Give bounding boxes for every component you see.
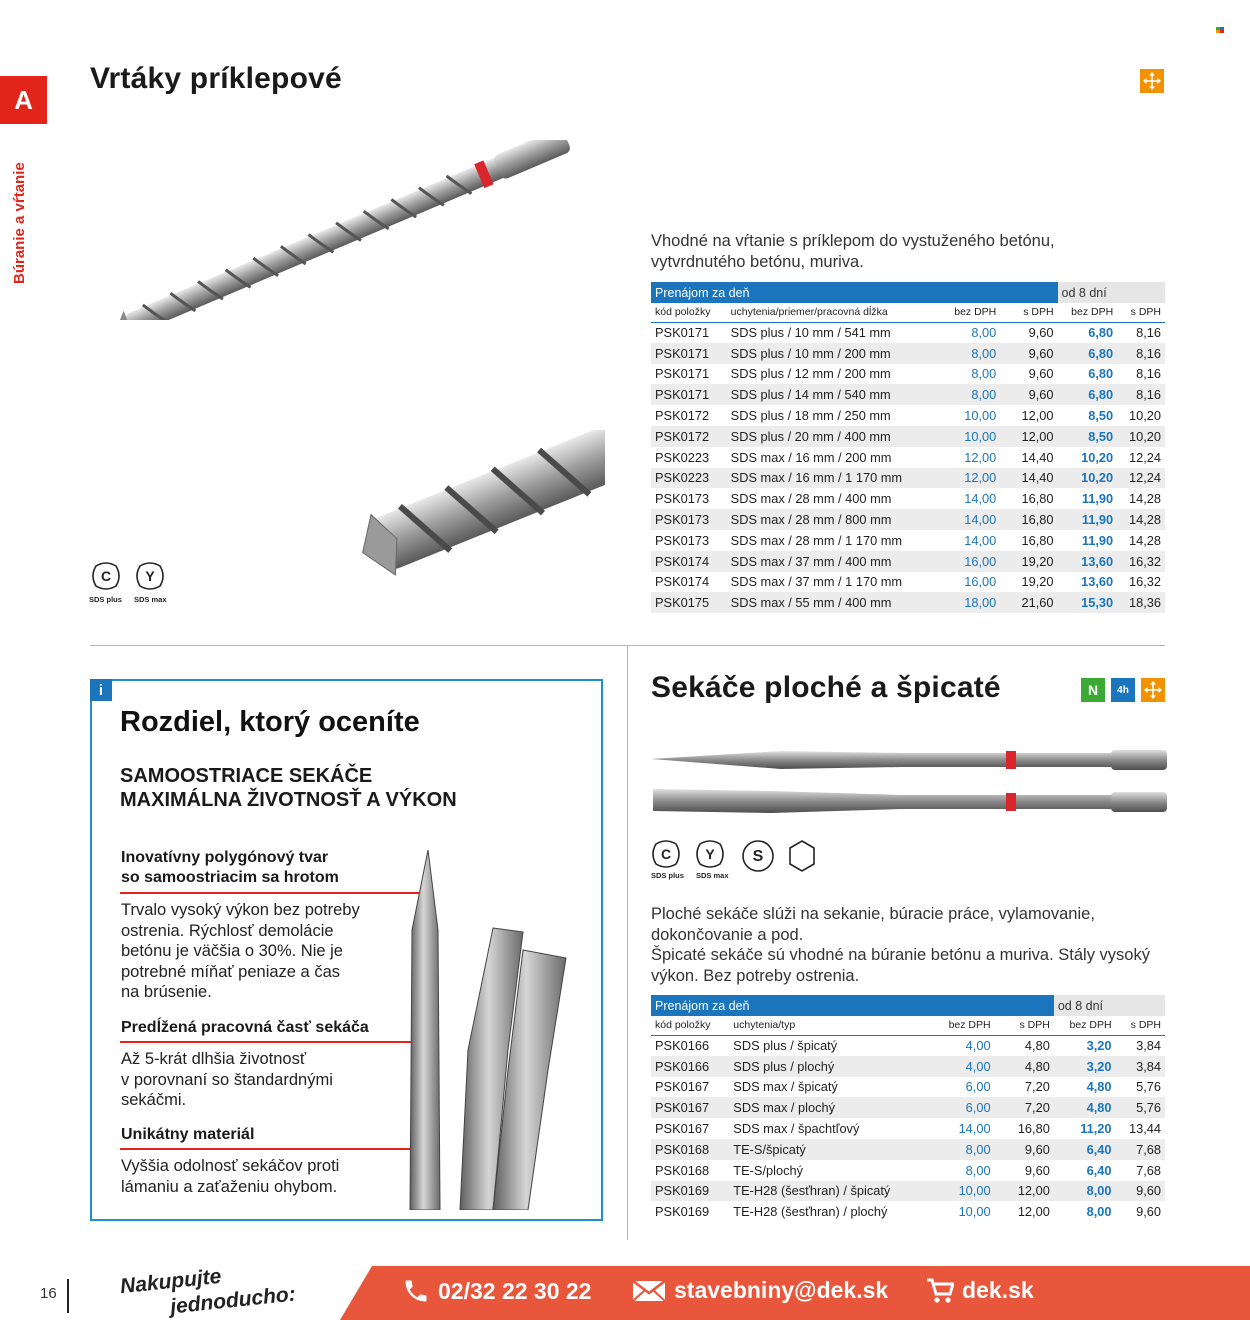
spacer-cell [995, 1118, 1005, 1139]
rent-label: Prenájom za deň [651, 282, 1058, 303]
spec-cell: SDS max / špicatý [733, 1079, 838, 1095]
drill-tip-closeup-image [345, 430, 605, 580]
table-row [651, 1160, 1165, 1181]
sds-shank-icons [90, 560, 172, 594]
section-title-drills: Vrtáky príklepové [90, 62, 342, 95]
spec-cell: TE-S/plochý [733, 1162, 803, 1178]
code-cell: PSK0223 [651, 468, 727, 489]
table-row [651, 322, 1165, 343]
spec-cell: SDS max / 16 mm / 1 170 mm [727, 468, 941, 489]
price-bez-dph: 12,00 [964, 449, 997, 465]
info-subtitle-line1: SAMOOSTRIACE SEKÁČE [120, 765, 373, 787]
code-cell: PSK0172 [651, 426, 727, 447]
col-s-dph-8: s DPH [1116, 1016, 1165, 1035]
chisels-description [651, 904, 1161, 986]
table-row [651, 1118, 1165, 1139]
price-bez-dph-8: 6,80 [1058, 343, 1118, 364]
col-spec: uchytenia/priemer/pracovná dĺžka [727, 303, 941, 322]
col-s-dph: s DPH [995, 1016, 1054, 1035]
section-title-chisels: Sekáče ploché a špicaté [651, 671, 1001, 704]
price-bez-dph: 16,00 [941, 551, 1001, 572]
price-s-dph: 9,60 [1010, 384, 1058, 405]
price-bez-dph-8: 13,60 [1058, 551, 1118, 572]
price-s-dph: 12,00 [1010, 426, 1058, 447]
price-s-dph-8: 5,76 [1116, 1097, 1165, 1118]
price-s-dph-8: 3,84 [1136, 1038, 1161, 1054]
price-bez-dph-8: 11,20 [1080, 1121, 1112, 1137]
spec-cell: SDS plus / 14 mm / 540 mm [727, 384, 941, 405]
table-row [651, 364, 1165, 385]
price-s-dph-8: 14,28 [1128, 532, 1161, 548]
spec-cell: SDS plus / plochý [729, 1056, 933, 1077]
svg-text:S: S [752, 848, 764, 865]
price-s-dph: 7,20 [1004, 1097, 1053, 1118]
price-s-dph: 4,80 [1024, 1038, 1050, 1054]
text-line: Ploché sekáče slúži na sekanie, búracie práce, vylamovanie, [651, 905, 1095, 923]
page-divider [67, 1279, 69, 1313]
page-number: 16 [40, 1285, 57, 1302]
footer-email[interactable] [632, 1277, 888, 1304]
feature-2-text [121, 1049, 333, 1111]
price-s-dph-8: 5,76 [1136, 1079, 1161, 1095]
price-s-dph: 16,80 [1010, 509, 1058, 530]
chisels-image [651, 745, 1167, 817]
price-bez-dph-8: 6,80 [1058, 384, 1118, 405]
price-bez-dph-8: 4,80 [1086, 1079, 1112, 1095]
spec-cell: SDS max / špachtľový [733, 1121, 860, 1137]
spec-cell: SDS plus / 20 mm / 400 mm [727, 426, 941, 447]
spacer-cell [1000, 364, 1010, 385]
code-cell: PSK0172 [655, 408, 710, 424]
col-s-dph-8: s DPH [1117, 303, 1165, 322]
price-s-dph-8: 9,60 [1136, 1204, 1161, 1220]
price-s-dph-8: 8,16 [1117, 384, 1165, 405]
price-s-dph-8: 13,44 [1128, 1121, 1161, 1137]
price-s-dph-8: 16,32 [1128, 574, 1161, 590]
spec-cell: SDS plus / 18 mm / 250 mm [730, 408, 891, 424]
spacer-cell [1000, 322, 1010, 343]
spacer-cell [1000, 447, 1010, 468]
chapter-tab: A [0, 76, 47, 124]
price-bez-dph: 10,00 [933, 1181, 995, 1202]
feature-1-text [121, 900, 360, 1003]
price-bez-dph-8: 11,90 [1058, 509, 1118, 530]
price-s-dph: 9,60 [1028, 325, 1054, 341]
feature-1-heading-line1: Inovatívny polygónový tvar [121, 849, 329, 866]
footer-phone[interactable] [402, 1277, 591, 1305]
price-s-dph: 12,00 [1017, 1204, 1050, 1220]
text-line: výkon. Bez potreby ostrenia. [651, 966, 860, 985]
spacer-cell [995, 1056, 1005, 1077]
code-cell: PSK0166 [655, 1038, 710, 1054]
price-bez-dph-8: 8,00 [1054, 1181, 1116, 1202]
table-row [651, 551, 1165, 572]
price-s-dph-8: 10,20 [1117, 426, 1165, 447]
info-icon: i [90, 679, 112, 701]
code-cell: PSK0167 [655, 1121, 710, 1137]
price-s-dph: 14,40 [1021, 449, 1054, 465]
spacer-cell [1000, 530, 1010, 551]
spacer-cell [1000, 592, 1010, 613]
spacer-cell [1000, 405, 1010, 426]
price-s-dph: 9,60 [1004, 1139, 1053, 1160]
spec-cell: SDS max / 37 mm / 1 170 mm [730, 574, 903, 590]
price-bez-dph: 8,00 [971, 325, 997, 341]
info-subtitle-line2: MAXIMÁLNA ŽIVOTNOSŤ A VÝKON [120, 789, 457, 811]
price-bez-dph: 14,00 [964, 532, 997, 548]
price-bez-dph: 14,00 [941, 509, 1001, 530]
col-code: kód položky [651, 1016, 729, 1035]
price-s-dph-8: 8,16 [1136, 366, 1161, 382]
price-s-dph: 19,20 [1021, 574, 1054, 590]
table-row [651, 592, 1165, 613]
code-cell: PSK0169 [651, 1181, 729, 1202]
spec-cell: SDS plus / 12 mm / 200 mm [730, 366, 891, 382]
price-bez-dph: 10,00 [964, 408, 997, 424]
spacer-cell [995, 1139, 1005, 1160]
phone-number[interactable]: 02/32 22 30 22 [438, 1277, 592, 1304]
price-bez-dph: 12,00 [941, 468, 1001, 489]
table-row [651, 1035, 1165, 1056]
price-s-dph: 7,20 [1024, 1079, 1050, 1095]
price-s-dph-8: 8,16 [1117, 343, 1165, 364]
price-bez-dph-8: 8,50 [1088, 408, 1114, 424]
table-row [651, 1097, 1165, 1118]
price-bez-dph-8: 8,00 [1086, 1204, 1112, 1220]
table-row [651, 572, 1165, 593]
chisels-price-table [651, 995, 1165, 1222]
price-s-dph: 16,80 [1021, 532, 1054, 548]
table-row [651, 426, 1165, 447]
code-cell: PSK0173 [655, 532, 710, 548]
days-label: od 8 dní [1054, 995, 1165, 1016]
price-bez-dph-8: 13,60 [1081, 574, 1114, 590]
table-row [651, 405, 1165, 426]
code-cell: PSK0171 [651, 384, 727, 405]
spacer-cell [1000, 468, 1010, 489]
text-line: dokončovanie a pod. [651, 925, 804, 944]
feature-1-heading [121, 848, 339, 888]
price-bez-dph: 8,00 [941, 343, 1001, 364]
feature-2-heading [121, 1018, 369, 1038]
price-bez-dph-8: 6,40 [1086, 1162, 1112, 1178]
price-bez-dph-8: 4,80 [1054, 1097, 1116, 1118]
table-row [651, 343, 1165, 364]
code-cell: PSK0167 [655, 1079, 710, 1095]
table-row [651, 447, 1165, 468]
move-arrows-icon [1140, 69, 1164, 93]
website-link[interactable]: dek.sk [962, 1277, 1034, 1303]
envelope-icon [632, 1279, 666, 1303]
spacer-cell [1000, 384, 1010, 405]
text-line: Až 5-krát dlhšia životnosť [121, 1050, 307, 1068]
table-row [651, 1181, 1165, 1202]
slogan-line2: jednoducho: [169, 1282, 297, 1319]
code-cell: PSK0174 [655, 574, 710, 590]
spec-cell: SDS max / 28 mm / 400 mm [730, 491, 892, 507]
price-s-dph: 9,60 [1028, 366, 1054, 382]
spacer-cell [995, 1077, 1005, 1098]
col-code: kód položky [651, 303, 727, 322]
shopping-cart-icon [926, 1278, 954, 1304]
price-s-dph-8: 14,28 [1117, 509, 1165, 530]
column-divider [627, 645, 628, 1240]
table-row [651, 1139, 1165, 1160]
spacer-cell [1000, 343, 1010, 364]
feature-3-heading [121, 1125, 254, 1145]
4h-badge: 4h [1111, 678, 1135, 702]
svg-text:Y: Y [145, 568, 155, 584]
move-arrows-icon [1141, 678, 1165, 702]
slogan-line1: Nakupujte [119, 1264, 223, 1299]
price-s-dph-8: 9,60 [1116, 1181, 1165, 1202]
price-s-dph: 4,80 [1004, 1056, 1053, 1077]
spec-cell: TE-H28 (šesťhran) / plochý [733, 1204, 888, 1220]
new-badge: N [1081, 678, 1105, 702]
text-line: ostrenia. Rýchlosť demolácie [121, 921, 334, 940]
table-row [651, 530, 1165, 551]
price-s-dph-8: 18,36 [1117, 592, 1165, 613]
code-cell: PSK0173 [655, 491, 710, 507]
info-title: Rozdiel, ktorý oceníte [120, 706, 420, 738]
text-line: v porovnaní so štandardnými [121, 1070, 333, 1089]
feature-2-underline [120, 1041, 430, 1043]
sds-plus-label: SDS plus [651, 871, 684, 880]
feature-3-underline [120, 1148, 430, 1150]
price-bez-dph-8: 3,20 [1054, 1056, 1116, 1077]
price-s-dph: 16,80 [1017, 1121, 1050, 1137]
price-s-dph: 9,60 [1024, 1162, 1050, 1178]
spec-cell: SDS plus / 10 mm / 541 mm [730, 325, 891, 341]
price-bez-dph: 18,00 [941, 592, 1001, 613]
spacer-cell [995, 1035, 1005, 1056]
spacer-cell [995, 1181, 1005, 1202]
feature-2-heading-line1: Predĺžená pracovná časť sekáča [121, 1019, 369, 1036]
price-s-dph: 16,80 [1021, 491, 1054, 507]
spacer-cell [1000, 572, 1010, 593]
price-s-dph-8: 10,20 [1128, 408, 1161, 424]
col-spec: uchytenia/typ [729, 1016, 933, 1035]
chapter-label: Búranie a vŕtanie [11, 162, 28, 284]
price-bez-dph: 14,00 [964, 491, 997, 507]
price-s-dph: 21,60 [1010, 592, 1058, 613]
spec-cell: TE-H28 (šesťhran) / špicatý [729, 1181, 933, 1202]
price-bez-dph-8: 11,90 [1081, 491, 1114, 507]
text-line: Špicaté sekáče sú vhodné na búranie betónu a muriva. Stály vysoký [651, 946, 1150, 964]
spacer-cell [1000, 426, 1010, 447]
price-s-dph-8: 12,24 [1117, 468, 1165, 489]
spec-cell: SDS plus / špicatý [733, 1038, 838, 1054]
price-bez-dph: 8,00 [965, 1162, 991, 1178]
col-bez-dph-8: bez DPH [1054, 1016, 1116, 1035]
code-cell: PSK0174 [651, 551, 727, 572]
price-s-dph: 14,40 [1010, 468, 1058, 489]
price-bez-dph-8: 6,40 [1054, 1139, 1116, 1160]
col-bez-dph: bez DPH [933, 1016, 995, 1035]
price-bez-dph: 10,00 [958, 1204, 991, 1220]
price-s-dph: 12,00 [1021, 408, 1054, 424]
sds-max-label: SDS max [134, 595, 167, 604]
spacer-cell [995, 1201, 1005, 1222]
price-bez-dph-8: 10,20 [1058, 468, 1118, 489]
drill-bit-image [90, 140, 610, 320]
code-cell: PSK0173 [651, 509, 727, 530]
table-row [651, 1056, 1165, 1077]
table-row [651, 1201, 1165, 1222]
text-line: na brúsenie. [121, 983, 212, 1001]
spec-cell: SDS plus / 10 mm / 200 mm [727, 343, 941, 364]
drills-price-table [651, 282, 1165, 613]
code-cell: PSK0175 [651, 592, 727, 613]
table-row [651, 488, 1165, 509]
footer-web[interactable] [926, 1277, 1034, 1304]
price-s-dph: 12,00 [1004, 1181, 1053, 1202]
spec-cell: SDS max / 28 mm / 1 170 mm [730, 532, 903, 548]
price-bez-dph: 10,00 [941, 426, 1001, 447]
code-cell: PSK0168 [651, 1139, 729, 1160]
feature-1-heading-line2: so samoostriacim sa hrotom [121, 869, 339, 886]
days-label: od 8 dní [1058, 282, 1165, 303]
text-line: potrebné míňať peniaze a čas [121, 962, 340, 981]
price-bez-dph-8: 11,90 [1081, 532, 1114, 548]
phone-icon [402, 1277, 430, 1305]
spacer-cell [1000, 509, 1010, 530]
spacer-cell [995, 1160, 1005, 1181]
spec-cell: SDS max / 28 mm / 800 mm [727, 509, 941, 530]
text-line: Trvalo vysoký výkon bez potreby [121, 901, 360, 919]
table-row [651, 1077, 1165, 1098]
code-cell: PSK0166 [651, 1056, 729, 1077]
spec-cell: SDS max / 55 mm / 400 mm [727, 592, 941, 613]
col-bez-dph-8: bez DPH [1058, 303, 1118, 322]
price-bez-dph: 4,00 [965, 1038, 991, 1054]
price-s-dph-8: 7,68 [1116, 1139, 1165, 1160]
sds-plus-label: SDS plus [89, 595, 122, 604]
code-cell: PSK0171 [655, 366, 710, 382]
price-bez-dph-8: 3,20 [1086, 1038, 1112, 1054]
feature-1-underline [120, 892, 430, 894]
svg-text:C: C [660, 846, 672, 862]
col-bez-dph: bez DPH [941, 303, 1001, 322]
text-line: betónu je väčšia o 30%. Nie je [121, 942, 343, 960]
spec-cell: SDS max / plochý [729, 1097, 933, 1118]
code-cell: PSK0223 [655, 449, 710, 465]
spec-cell: SDS max / 37 mm / 400 mm [727, 551, 941, 572]
code-cell: PSK0169 [655, 1204, 710, 1220]
text-line: sekáčmi. [121, 1091, 187, 1109]
info-subtitle [120, 764, 457, 812]
price-bez-dph: 4,00 [933, 1056, 995, 1077]
price-bez-dph: 6,00 [933, 1097, 995, 1118]
price-bez-dph: 6,00 [965, 1079, 991, 1095]
table-row [651, 509, 1165, 530]
price-bez-dph-8: 8,50 [1058, 426, 1118, 447]
email-address[interactable]: stavebniny@dek.sk [674, 1277, 889, 1303]
price-bez-dph: 16,00 [964, 574, 997, 590]
corner-print-mark [1216, 27, 1225, 33]
price-s-dph-8: 7,68 [1136, 1162, 1161, 1178]
spec-cell: TE-S/špicatý [729, 1139, 933, 1160]
price-s-dph-8: 16,32 [1117, 551, 1165, 572]
code-cell: PSK0167 [651, 1097, 729, 1118]
price-bez-dph: 8,00 [941, 384, 1001, 405]
price-s-dph-8: 8,16 [1136, 325, 1161, 341]
price-s-dph: 9,60 [1010, 343, 1058, 364]
sds-max-label: SDS max [696, 871, 729, 880]
rent-label: Prenájom za deň [651, 995, 1054, 1016]
price-bez-dph-8: 15,30 [1058, 592, 1118, 613]
spec-cell: SDS max / 16 mm / 200 mm [730, 449, 892, 465]
feature-3-heading-line1: Unikátny materiál [121, 1126, 255, 1143]
price-bez-dph: 8,00 [971, 366, 997, 382]
price-bez-dph-8: 6,80 [1088, 325, 1114, 341]
spacer-cell [995, 1097, 1005, 1118]
price-bez-dph: 8,00 [933, 1139, 995, 1160]
code-cell: PSK0171 [655, 325, 710, 341]
svg-text:C: C [100, 568, 112, 584]
price-s-dph-8: 14,28 [1128, 491, 1161, 507]
chisels-illustration [398, 850, 573, 1210]
spacer-cell [1000, 551, 1010, 572]
spacer-cell [1000, 488, 1010, 509]
col-s-dph: s DPH [1000, 303, 1057, 322]
feature-3-text [121, 1156, 339, 1197]
price-bez-dph-8: 10,20 [1081, 449, 1114, 465]
price-s-dph-8: 3,84 [1116, 1056, 1165, 1077]
code-cell: PSK0168 [655, 1162, 710, 1178]
text-line: lámaniu a zaťaženiu ohybom. [121, 1177, 338, 1196]
price-bez-dph-8: 6,80 [1088, 366, 1114, 382]
table-row [651, 468, 1165, 489]
svg-text:Y: Y [705, 846, 715, 862]
drills-description: Vhodné na vŕtanie s príklepom do vystuženého betónu, vytvrdnutého betónu, muriva. [651, 232, 1055, 271]
table-row [651, 384, 1165, 405]
text-line: Vyššia odolnosť sekáčov proti [121, 1157, 340, 1175]
price-s-dph-8: 12,24 [1128, 449, 1161, 465]
code-cell: PSK0171 [651, 343, 727, 364]
price-s-dph: 19,20 [1010, 551, 1058, 572]
price-bez-dph: 14,00 [958, 1121, 991, 1137]
